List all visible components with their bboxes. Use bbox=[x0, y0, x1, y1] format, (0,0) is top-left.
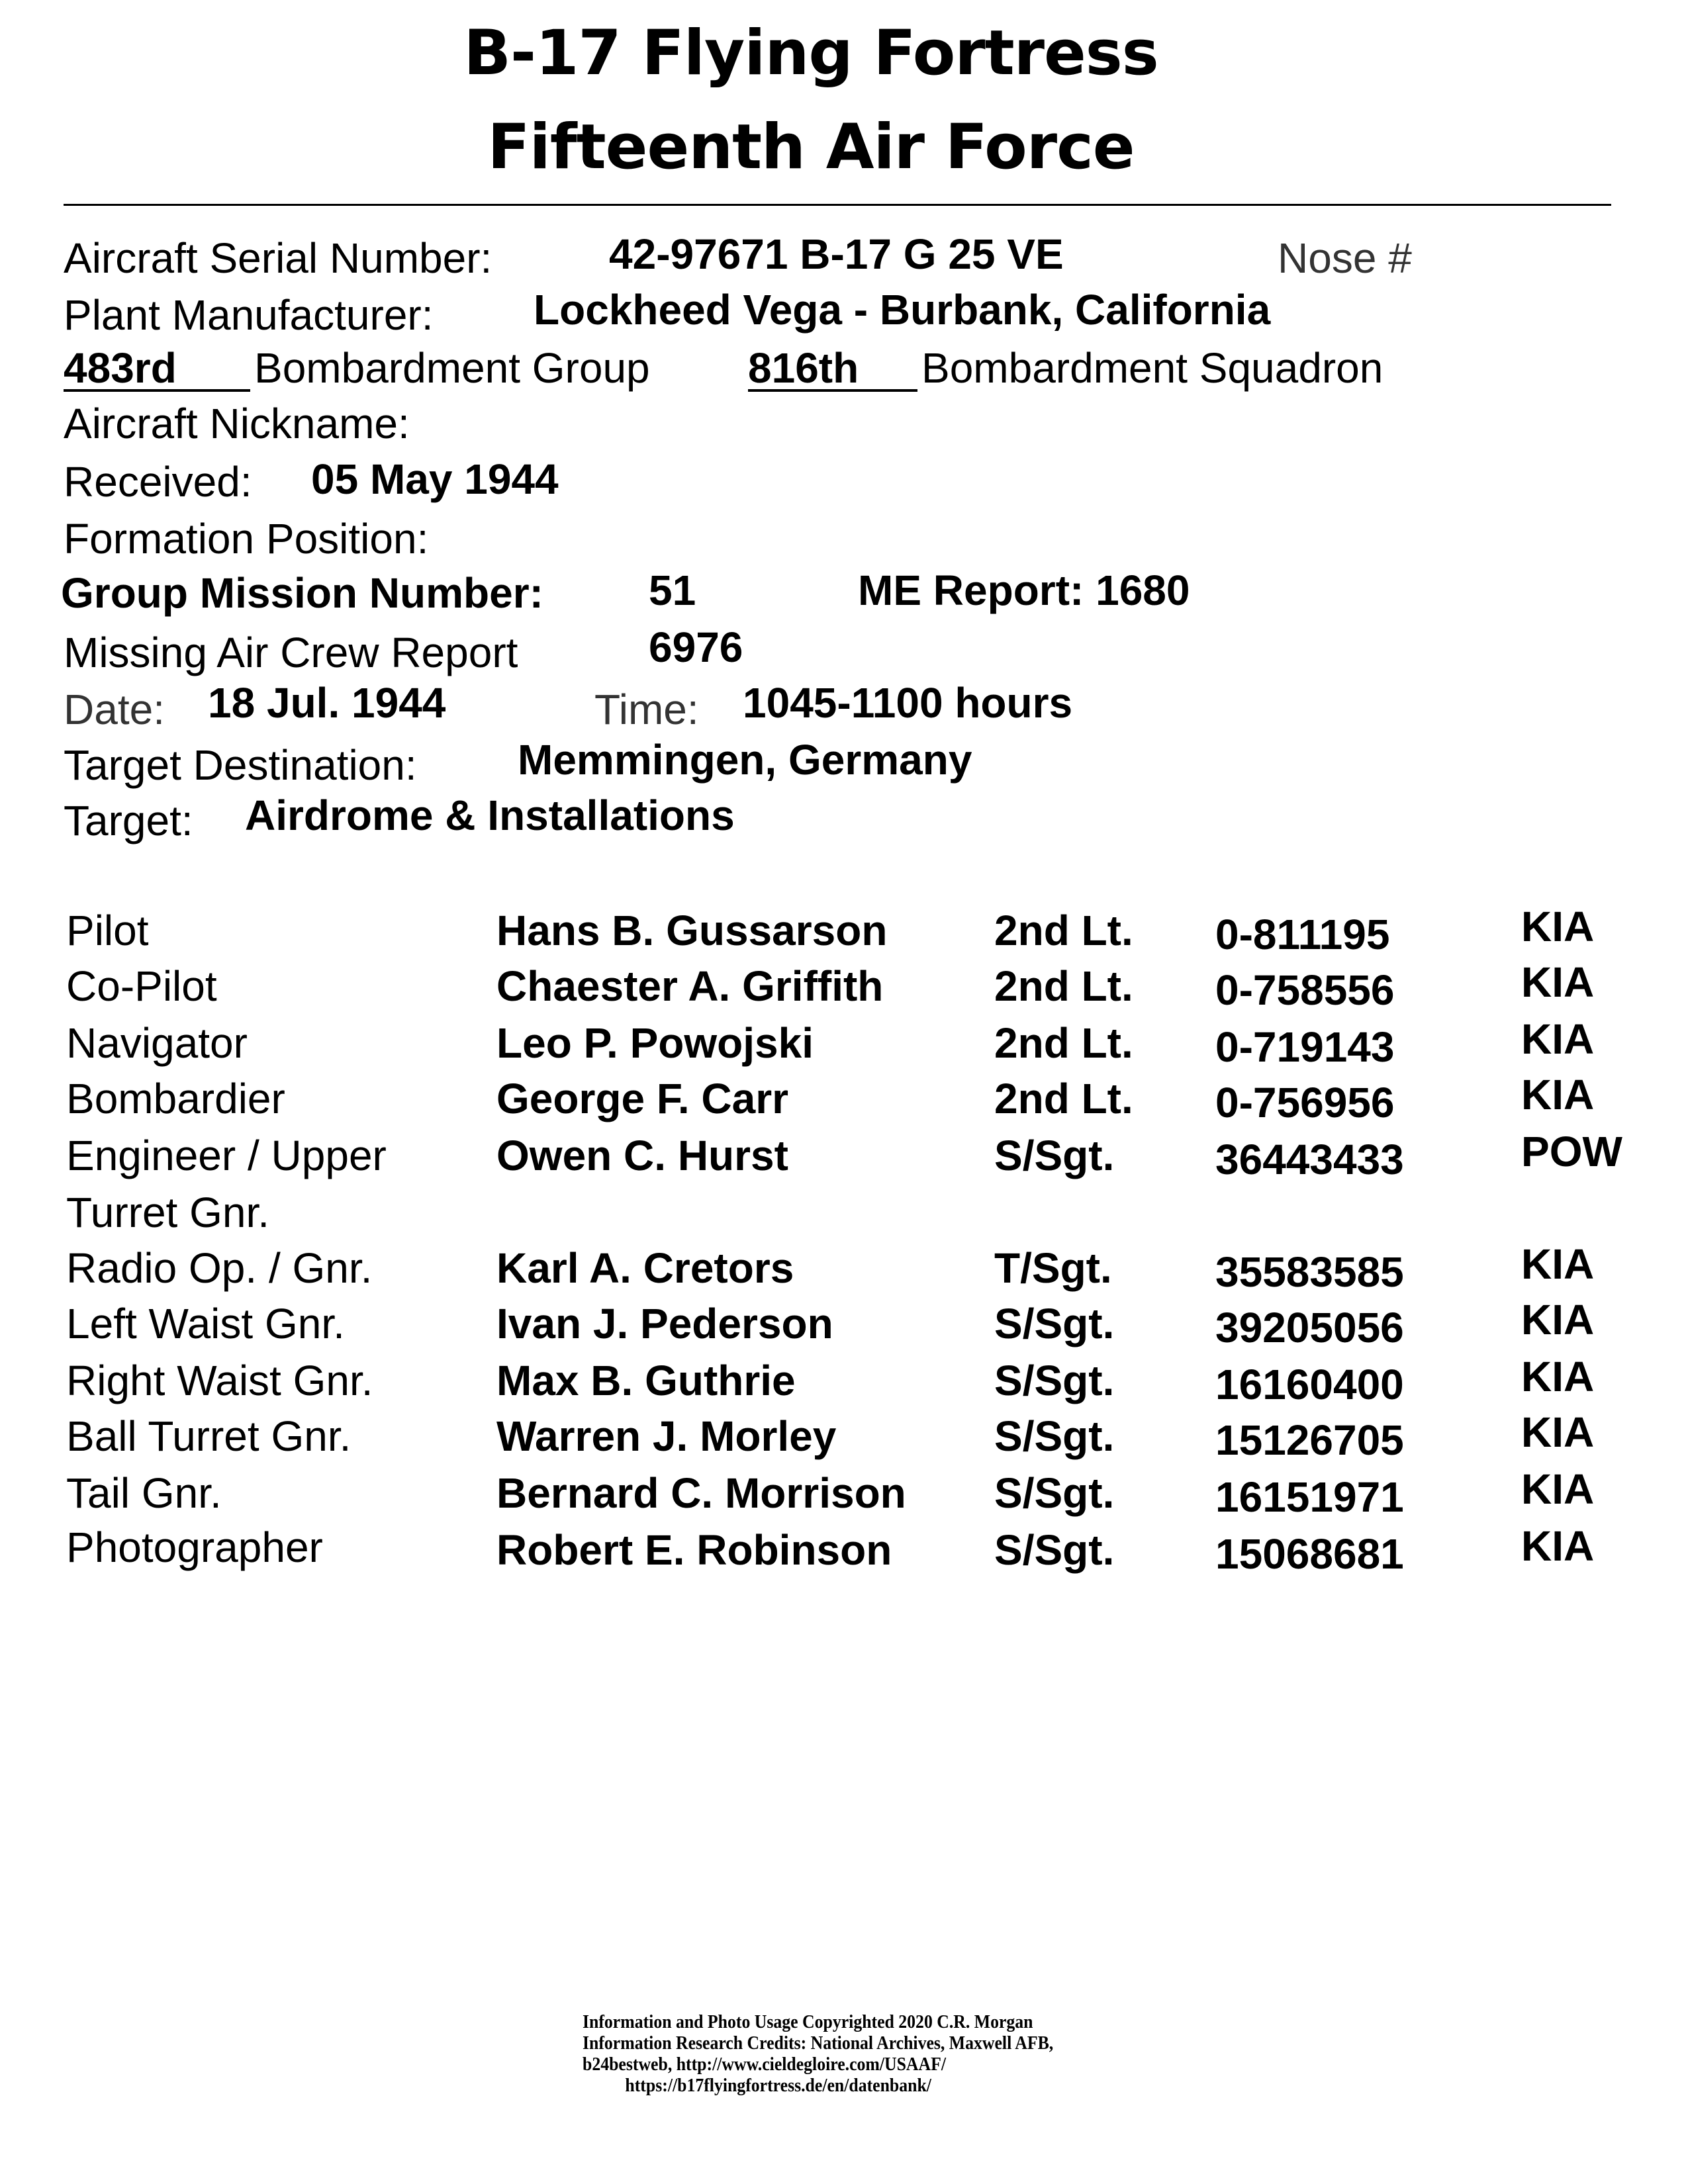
crew-serial: 0-756956 bbox=[1215, 1079, 1395, 1126]
crew-rank: S/Sgt. bbox=[994, 1132, 1115, 1179]
crew-serial: 15126705 bbox=[1215, 1416, 1404, 1464]
date-label: Date: bbox=[64, 686, 165, 733]
time-value: 1045-1100 hours bbox=[743, 679, 1073, 727]
crew-status: KIA bbox=[1521, 1015, 1595, 1063]
credits-footer bbox=[583, 2012, 1053, 2097]
crew-name: George F. Carr bbox=[496, 1075, 789, 1122]
target-label: Target: bbox=[64, 797, 193, 844]
crew-serial: 39205056 bbox=[1215, 1304, 1404, 1351]
formation-label: Formation Position: bbox=[64, 515, 429, 563]
credits-line: Information and Photo Usage Copyrighted 2020 C.R. Morgan bbox=[583, 2012, 1033, 2032]
crew-position: Tail Gnr. bbox=[66, 1469, 222, 1517]
crew-status: KIA bbox=[1521, 1240, 1595, 1288]
crew-name: Robert E. Robinson bbox=[496, 1526, 892, 1574]
group-value: 483rd bbox=[64, 347, 250, 392]
crew-status: KIA bbox=[1521, 958, 1595, 1006]
crew-name: Owen C. Hurst bbox=[496, 1132, 788, 1179]
crew-position: Co-Pilot bbox=[66, 962, 217, 1010]
plant-label: Plant Manufacturer: bbox=[64, 291, 434, 339]
crew-position: Left Waist Gnr. bbox=[66, 1300, 345, 1347]
credits-line: Information Research Credits: National Archives, Maxwell AFB, bbox=[583, 2033, 1054, 2054]
crew-name: Hans B. Gussarson bbox=[496, 907, 888, 954]
mission-label: Group Mission Number: bbox=[61, 569, 543, 617]
crew-position: Radio Op. / Gnr. bbox=[66, 1244, 373, 1292]
crew-serial: 35583585 bbox=[1215, 1248, 1404, 1296]
crew-name: Max B. Guthrie bbox=[496, 1357, 796, 1404]
plant-value: Lockheed Vega - Burbank, California bbox=[534, 286, 1271, 334]
crew-rank: T/Sgt. bbox=[994, 1244, 1112, 1292]
crew-position: Photographer bbox=[66, 1524, 323, 1571]
serial-label: Aircraft Serial Number: bbox=[64, 234, 492, 282]
crew-rank: S/Sgt. bbox=[994, 1300, 1115, 1347]
crew-name: Leo P. Powojski bbox=[496, 1019, 814, 1067]
crew-rank: 2nd Lt. bbox=[994, 907, 1133, 954]
crew-status: KIA bbox=[1521, 1465, 1595, 1513]
nose-label: Nose # bbox=[1278, 234, 1412, 282]
crew-position: Right Waist Gnr. bbox=[66, 1357, 373, 1404]
crew-position: Engineer / Upper bbox=[66, 1132, 387, 1179]
crew-status: KIA bbox=[1521, 903, 1595, 950]
macr-value: 6976 bbox=[649, 623, 743, 671]
crew-status: KIA bbox=[1521, 1522, 1595, 1570]
crew-name: Warren J. Morley bbox=[496, 1412, 837, 1460]
crew-position: Navigator bbox=[66, 1019, 248, 1067]
crew-position: Ball Turret Gnr. bbox=[66, 1412, 352, 1460]
crew-serial: 0-719143 bbox=[1215, 1023, 1395, 1071]
crew-rank: S/Sgt. bbox=[994, 1469, 1115, 1517]
crew-position: Pilot bbox=[66, 907, 149, 954]
crew-serial: 36443433 bbox=[1215, 1136, 1404, 1183]
crew-rank: 2nd Lt. bbox=[994, 1019, 1133, 1067]
crew-status: KIA bbox=[1521, 1353, 1595, 1400]
crew-position: Bombardier bbox=[66, 1075, 285, 1122]
crew-rank: S/Sgt. bbox=[994, 1357, 1115, 1404]
crew-status: POW bbox=[1521, 1128, 1622, 1175]
crew-rank: S/Sgt. bbox=[994, 1526, 1115, 1574]
date-value: 18 Jul. 1944 bbox=[208, 679, 446, 727]
credits-line: https://b17flyingfortress.de/en/datenbank/ bbox=[625, 2075, 931, 2096]
page-title: B-17 Flying Fortress bbox=[463, 17, 1158, 89]
crew-status: KIA bbox=[1521, 1296, 1595, 1343]
group-label: Bombardment Group bbox=[254, 344, 650, 392]
squadron-value: 816th bbox=[748, 347, 917, 392]
crew-serial: 16160400 bbox=[1215, 1361, 1404, 1408]
crew-name: Chaester A. Griffith bbox=[496, 962, 884, 1010]
received-label: Received: bbox=[64, 458, 252, 506]
crew-serial: 0-758556 bbox=[1215, 966, 1395, 1014]
page-subtitle: Fifteenth Air Force bbox=[487, 111, 1135, 183]
mission-value: 51 bbox=[649, 567, 696, 614]
macr-label: Missing Air Crew Report bbox=[64, 629, 518, 676]
crew-rank: 2nd Lt. bbox=[994, 962, 1133, 1010]
time-label: Time: bbox=[594, 686, 699, 733]
received-value: 05 May 1944 bbox=[311, 455, 559, 503]
crew-status: KIA bbox=[1521, 1408, 1595, 1456]
crew-serial: 15068681 bbox=[1215, 1530, 1404, 1578]
serial-value: 42-97671 B-17 G 25 VE bbox=[609, 230, 1064, 278]
squadron-label: Bombardment Squadron bbox=[921, 344, 1383, 392]
crew-rank: 2nd Lt. bbox=[994, 1075, 1133, 1122]
crew-rank: S/Sgt. bbox=[994, 1412, 1115, 1460]
crew-position-continued: Turret Gnr. bbox=[66, 1189, 270, 1236]
crew-serial: 0-811195 bbox=[1215, 911, 1390, 958]
nickname-label: Aircraft Nickname: bbox=[64, 400, 410, 447]
credits-line: b24bestweb, http://www.cieldegloire.com/USAAF/ bbox=[583, 2054, 947, 2075]
target-destination-value: Memmingen, Germany bbox=[518, 736, 972, 784]
target-destination-label: Target Destination: bbox=[64, 741, 417, 789]
target-value: Airdrome & Installations bbox=[245, 792, 735, 839]
me-report: ME Report: 1680 bbox=[858, 567, 1190, 614]
crew-name: Bernard C. Morrison bbox=[496, 1469, 906, 1517]
crew-name: Ivan J. Pederson bbox=[496, 1300, 833, 1347]
crew-serial: 16151971 bbox=[1215, 1473, 1404, 1521]
crew-status: KIA bbox=[1521, 1071, 1595, 1118]
crew-name: Karl A. Cretors bbox=[496, 1244, 794, 1292]
